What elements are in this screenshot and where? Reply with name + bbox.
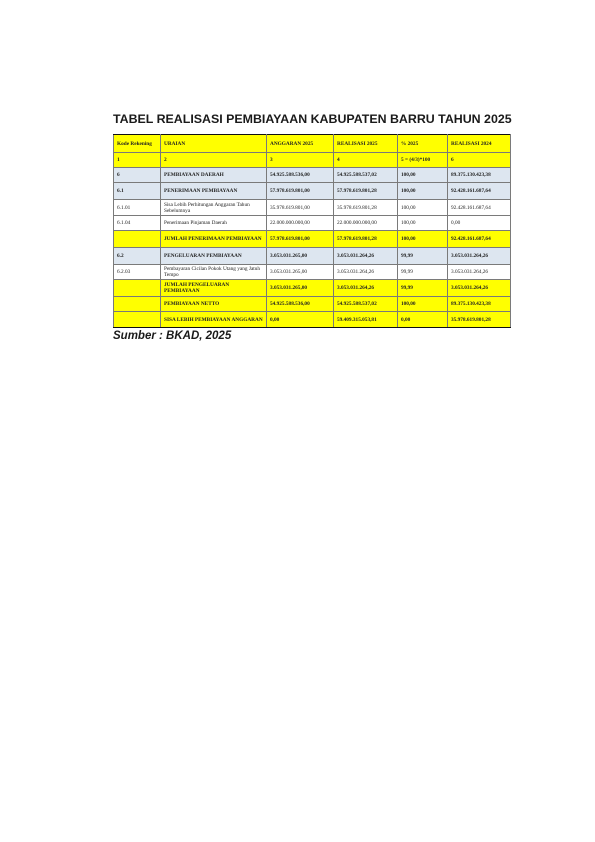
colnum-cell: 3 (267, 153, 334, 168)
header-cell-persen: % 2025 (398, 135, 448, 153)
realisasi-prev-cell: 92.428.161.687,64 (448, 200, 511, 216)
persen-cell: 100,00 (398, 200, 448, 216)
header-cell-kode: Kode Rekening (114, 135, 161, 153)
persen-cell: 100,00 (398, 297, 448, 312)
realisasi-prev-cell: 3.053.031.264,26 (448, 265, 511, 280)
anggaran-cell: 3.053.031.265,00 (267, 280, 334, 297)
realisasi-cell: 22.000.000.000,00 (334, 216, 398, 231)
uraian-cell: PENERIMAAN PEMBIAYAAN (161, 183, 267, 200)
uraian-cell: PEMBIAYAAN DAERAH (161, 168, 267, 183)
realisasi-cell: 57.978.619.801,28 (334, 183, 398, 200)
anggaran-cell: 54.925.588.536,00 (267, 297, 334, 312)
uraian-cell: Penerimaan Pinjaman Daerah (161, 216, 267, 231)
colnum-cell: 1 (114, 153, 161, 168)
anggaran-cell: 3.053.031.265,00 (267, 248, 334, 265)
anggaran-cell: 57.978.619.801,00 (267, 183, 334, 200)
header-cell-anggaran: ANGGARAN 2025 (267, 135, 334, 153)
realisasi-prev-cell: 89.375.130.423,38 (448, 297, 511, 312)
realisasi-cell: 3.053.031.264,26 (334, 248, 398, 265)
realisasi-prev-cell: 3.053.031.264,26 (448, 280, 511, 297)
colnum-cell: 6 (448, 153, 511, 168)
persen-cell: 99,99 (398, 265, 448, 280)
uraian-cell: JUMLAH PENERIMAAN PEMBIAYAAN (161, 231, 267, 248)
realisasi-cell: 59.409.315.053,81 (334, 312, 398, 328)
page-title: TABEL REALISASI PEMBIAYAAN KABUPATEN BARRU TAHUN 2025 (113, 112, 512, 126)
realisasi-prev-cell: 35.978.619.801,28 (448, 312, 511, 328)
realisasi-cell: 57.978.619.801,28 (334, 231, 398, 248)
anggaran-cell: 0,00 (267, 312, 334, 328)
table-row (114, 280, 511, 297)
persen-cell: 0,00 (398, 312, 448, 328)
realisasi-cell: 54.925.588.537,02 (334, 297, 398, 312)
uraian-cell: PENGELUARAN PEMBIAYAAN (161, 248, 267, 265)
table-body (114, 135, 511, 328)
persen-cell: 100,00 (398, 216, 448, 231)
header-cell-realisasi-prev: REALISASI 2024 (448, 135, 511, 153)
kode-cell: 6.2.03 (114, 265, 161, 280)
header-cell-uraian: URAIAN (161, 135, 267, 153)
kode-cell: 6 (114, 168, 161, 183)
anggaran-cell: 22.000.000.000,00 (267, 216, 334, 231)
kode-cell: 6.2 (114, 248, 161, 265)
uraian-cell: SISA LEBIH PEMBIAYAAN ANGGARAN (161, 312, 267, 328)
uraian-cell: PEMBIAYAAN NETTO (161, 297, 267, 312)
kode-cell (114, 297, 161, 312)
realisasi-cell: 35.978.619.801,28 (334, 200, 398, 216)
kode-cell (114, 231, 161, 248)
realisasi-prev-cell: 89.375.130.423,38 (448, 168, 511, 183)
realisasi-cell: 54.925.588.537,02 (334, 168, 398, 183)
table-row (114, 297, 511, 312)
realisasi-prev-cell: 0,00 (448, 216, 511, 231)
persen-cell: 99,99 (398, 280, 448, 297)
header-cell-realisasi: REALISASI 2025 (334, 135, 398, 153)
table-row (114, 216, 511, 231)
realisasi-prev-cell: 92.428.161.687,64 (448, 183, 511, 200)
table-row (114, 248, 511, 265)
anggaran-cell: 3.053.031.265,00 (267, 265, 334, 280)
colnum-cell: 2 (161, 153, 267, 168)
table-row (114, 183, 511, 200)
realisasi-prev-cell: 3.053.031.264,26 (448, 248, 511, 265)
kode-cell (114, 280, 161, 297)
source-note: Sumber : BKAD, 2025 (113, 330, 232, 342)
table-row (114, 231, 511, 248)
table-row (114, 168, 511, 183)
uraian-cell: JUMLAH PENGELUARAN PEMBIAYAAN (161, 280, 267, 297)
kode-cell: 6.1.01 (114, 200, 161, 216)
financing-realization-table (113, 134, 511, 328)
kode-cell: 6.1 (114, 183, 161, 200)
persen-cell: 100,00 (398, 183, 448, 200)
kode-cell: 6.1.04 (114, 216, 161, 231)
realisasi-cell: 3.053.031.264,26 (334, 280, 398, 297)
persen-cell: 100,00 (398, 231, 448, 248)
anggaran-cell: 54.925.588.536,00 (267, 168, 334, 183)
realisasi-prev-cell: 92.428.161.687,64 (448, 231, 511, 248)
realisasi-cell: 3.053.031.264,26 (334, 265, 398, 280)
colnum-cell: 4 (334, 153, 398, 168)
anggaran-cell: 35.978.619.801,00 (267, 200, 334, 216)
header-row (114, 135, 511, 153)
uraian-cell: Sisa Lebih Perhitungan Anggaran Tahun Sebelumnya (161, 200, 267, 216)
table-row (114, 200, 511, 216)
colnum-cell: 5 = (4/3)*100 (398, 153, 448, 168)
anggaran-cell: 57.978.619.801,00 (267, 231, 334, 248)
uraian-cell: Pembayaran Cicilan Pokok Utang yang Jatuh Tempo (161, 265, 267, 280)
table-row (114, 265, 511, 280)
table-row (114, 312, 511, 328)
persen-cell: 99,99 (398, 248, 448, 265)
persen-cell: 100,00 (398, 168, 448, 183)
column-number-row (114, 153, 511, 168)
kode-cell (114, 312, 161, 328)
